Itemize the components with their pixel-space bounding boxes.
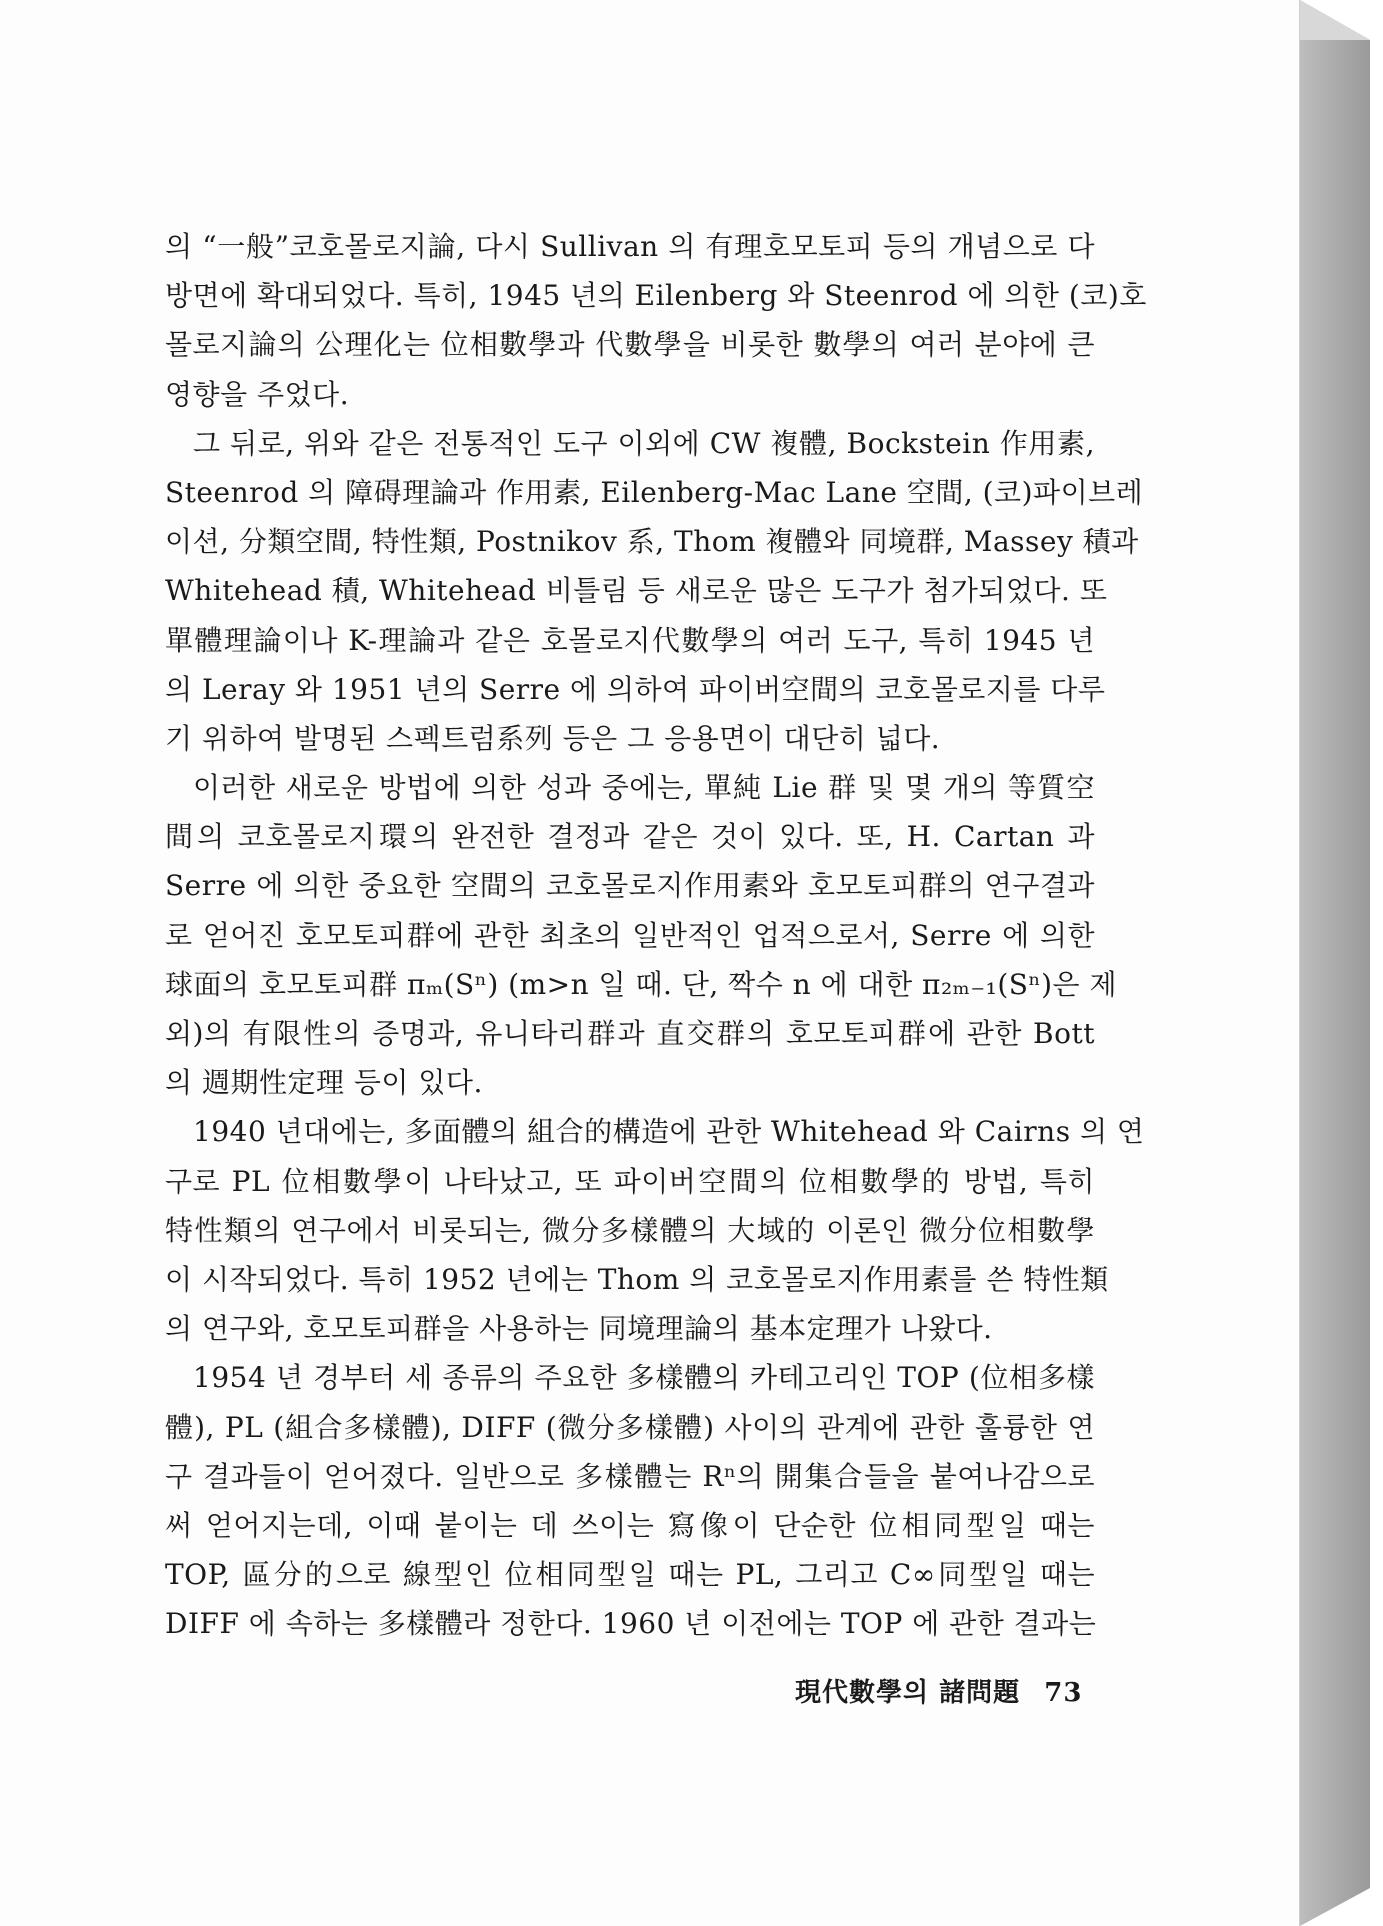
text-line: 외)의 有限性의 증명과, 유니타리群과 直交群의 호모토피群에 관한 Bott bbox=[165, 1017, 1095, 1050]
running-footer bbox=[795, 1672, 1082, 1709]
text-line: Steenrod 의 障碍理論과 作用素, Eilenberg-Mac Lane 空間, (코)파이브레 bbox=[165, 475, 1144, 509]
text-line: 로 얻어진 호모토피群에 관한 최초의 일반적인 업적으로서, Serre 에 의한 bbox=[165, 918, 1095, 952]
text-line: Whitehead 積, Whitehead 비틀림 등 새로운 많은 도구가 첨가되었다. 또 bbox=[165, 574, 1108, 608]
text-line: 구 결과들이 얻어졌다. 일반으로 多樣體는 Rⁿ의 開集合들을 붙여나감으로 bbox=[165, 1459, 1095, 1493]
text-line: 구로 PL 位相數學이 나타났고, 또 파이버空間의 位相數學的 방법, 특히 bbox=[165, 1164, 1095, 1198]
text-line: Serre 에 의한 중요한 空間의 코호몰로지作用素와 호모토피群의 연구결과 bbox=[165, 869, 1095, 903]
text-line: 單體理論이나 K-理論과 같은 호몰로지代數學의 여러 도구, 특히 1945 년 bbox=[165, 623, 1095, 657]
text-line: 球面의 호모토피群 πₘ(Sⁿ) (m>n 일 때. 단, 짝수 n 에 대한 π₂ₘ₋₁(Sⁿ)은 제 bbox=[165, 967, 1117, 1001]
text-line: 의 週期性定理 등이 있다. bbox=[165, 1066, 483, 1100]
text-line: 이러한 새로운 방법에 의한 성과 중에는, 單純 Lie 群 및 몇 개의 等質空 bbox=[193, 771, 1095, 805]
body-text bbox=[165, 222, 1147, 1648]
text-line: 기 위하여 발명된 스펙트럼系列 등은 그 응용면이 대단히 넓다. bbox=[165, 721, 941, 755]
text-line: 1940 년대에는, 多面體의 組合的構造에 관한 Whitehead 와 Cairns 의 연 bbox=[193, 1115, 1145, 1149]
text-line: 써 얻어지는데, 이때 붙이는 데 쓰이는 寫像이 단순한 位相同型일 때는 bbox=[165, 1508, 1095, 1542]
text-line: 의 Leray 와 1951 년의 Serre 에 의하여 파이버空間의 코호몰로지를 다루 bbox=[165, 672, 1106, 706]
text-line: TOP, 區分的으로 線型인 位相同型일 때는 PL, 그리고 C∞同型일 때는 bbox=[165, 1558, 1095, 1592]
text-line: 의 “一般”코호몰로지論, 다시 Sullivan 의 有理호모토피 등의 개념으로 다 bbox=[165, 230, 1095, 263]
text-line: 이 시작되었다. 특히 1952 년에는 Thom 의 코호몰로지作用素를 쓴 特性類 bbox=[165, 1262, 1109, 1296]
text-line: 1954 년 경부터 세 종류의 주요한 多樣體의 카테고리인 TOP (位相多樣 bbox=[193, 1361, 1095, 1395]
page-number: 73 bbox=[1044, 1678, 1083, 1708]
text-line: 의 연구와, 호모토피群을 사용하는 同境理論의 基本定理가 나왔다. bbox=[165, 1312, 993, 1346]
text-line: 體), PL (組合多樣體), DIFF (微分多樣體) 사이의 관계에 관한 훌륭한 연 bbox=[165, 1410, 1095, 1444]
text-line: 방면에 확대되었다. 특히, 1945 년의 Eilenberg 와 Steenrod 에 의한 (코)호 bbox=[165, 279, 1147, 313]
text-line: 特性類의 연구에서 비롯되는, 微分多樣體의 大域的 이론인 微分位相數學 bbox=[165, 1213, 1095, 1247]
book-edge-top bbox=[1300, 0, 1370, 42]
text-line: 영향을 주었다. bbox=[165, 377, 350, 411]
footer-title: 現代數學의 諸問題 bbox=[795, 1678, 1021, 1708]
text-line: 그 뒤로, 위와 같은 전통적인 도구 이외에 CW 複體, Bockstein 作用素, bbox=[193, 426, 1095, 460]
text-line: 間의 코호몰로지環의 완전한 결정과 같은 것이 있다. 또, H. Cartan 과 bbox=[165, 820, 1095, 854]
text-line: 이션, 分類空間, 特性類, Postnikov 系, Thom 複體와 同境群, Massey 積과 bbox=[165, 525, 1139, 559]
text-line: 몰로지論의 公理化는 位相數學과 代數學을 비롯한 數學의 여러 분야에 큰 bbox=[165, 328, 1095, 362]
book-edge bbox=[1300, 0, 1370, 1926]
text-line: DIFF 에 속하는 多樣體라 정한다. 1960 년 이전에는 TOP 에 관한 결과는 bbox=[165, 1607, 1097, 1641]
